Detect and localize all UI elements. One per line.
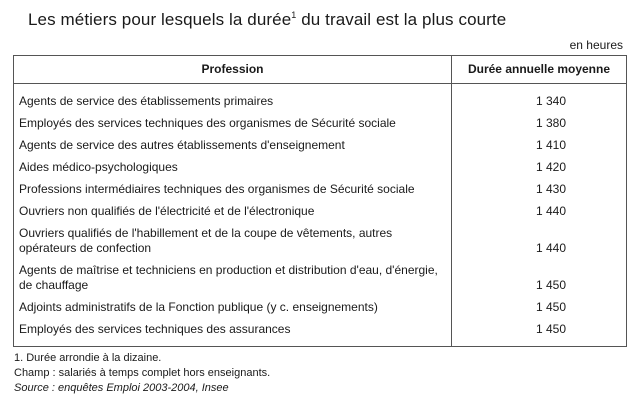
header-duration: Durée annuelle moyenne bbox=[452, 56, 627, 84]
table-row bbox=[14, 116, 627, 138]
title-text-end: du travail est la plus courte bbox=[296, 10, 507, 29]
duration-cell: 1 430 bbox=[452, 182, 627, 204]
page-title bbox=[28, 10, 506, 30]
footnote-1: 1. Durée arrondie à la dizaine. bbox=[14, 352, 162, 364]
table-row bbox=[14, 204, 627, 226]
duration-cell: 1 440 bbox=[452, 204, 627, 226]
duration-cell: 1 450 bbox=[452, 263, 627, 300]
title-text: Les métiers pour lesquels la durée bbox=[28, 10, 292, 29]
table-row bbox=[14, 226, 627, 263]
profession-cell: Professions intermédiaires techniques des organismes de Sécurité sociale bbox=[14, 182, 452, 204]
duration-cell: 1 450 bbox=[452, 300, 627, 322]
profession-duration-table bbox=[13, 55, 627, 347]
title-footnote-marker: 1 bbox=[291, 10, 297, 20]
table-row bbox=[14, 84, 627, 117]
profession-cell: Ouvriers qualifiés de l'habillement et de la coupe de vêtements, autres opérateurs de confection bbox=[14, 226, 452, 263]
table-header-row bbox=[14, 56, 627, 84]
profession-cell: Ouvriers non qualifiés de l'électricité et de l'électronique bbox=[14, 204, 452, 226]
duration-cell: 1 340 bbox=[452, 84, 627, 117]
profession-cell: Employés des services techniques des assurances bbox=[14, 322, 452, 347]
table-row bbox=[14, 300, 627, 322]
table-row bbox=[14, 182, 627, 204]
scope-note: Champ : salariés à temps complet hors enseignants. bbox=[14, 367, 271, 379]
source-note: Source : enquêtes Emploi 2003-2004, Insee bbox=[14, 382, 229, 394]
profession-cell: Adjoints administratifs de la Fonction publique (y c. enseignements) bbox=[14, 300, 452, 322]
duration-cell: 1 440 bbox=[452, 226, 627, 263]
footnotes bbox=[14, 351, 270, 396]
duration-cell: 1 420 bbox=[452, 160, 627, 182]
profession-cell: Aides médico-psychologiques bbox=[14, 160, 452, 182]
profession-cell: Agents de service des établissements primaires bbox=[14, 84, 452, 117]
duration-cell: 1 450 bbox=[452, 322, 627, 347]
profession-cell: Agents de service des autres établissements d'enseignement bbox=[14, 138, 452, 160]
table-row bbox=[14, 263, 627, 300]
duration-cell: 1 410 bbox=[452, 138, 627, 160]
table-row bbox=[14, 322, 627, 347]
table-row bbox=[14, 138, 627, 160]
table-row bbox=[14, 160, 627, 182]
profession-cell: Agents de maîtrise et techniciens en production et distribution d'eau, d'énergie, de chauffage bbox=[14, 263, 452, 300]
duration-cell: 1 380 bbox=[452, 116, 627, 138]
header-profession: Profession bbox=[14, 56, 452, 84]
units-label: en heures bbox=[569, 38, 623, 52]
profession-cell: Employés des services techniques des organismes de Sécurité sociale bbox=[14, 116, 452, 138]
